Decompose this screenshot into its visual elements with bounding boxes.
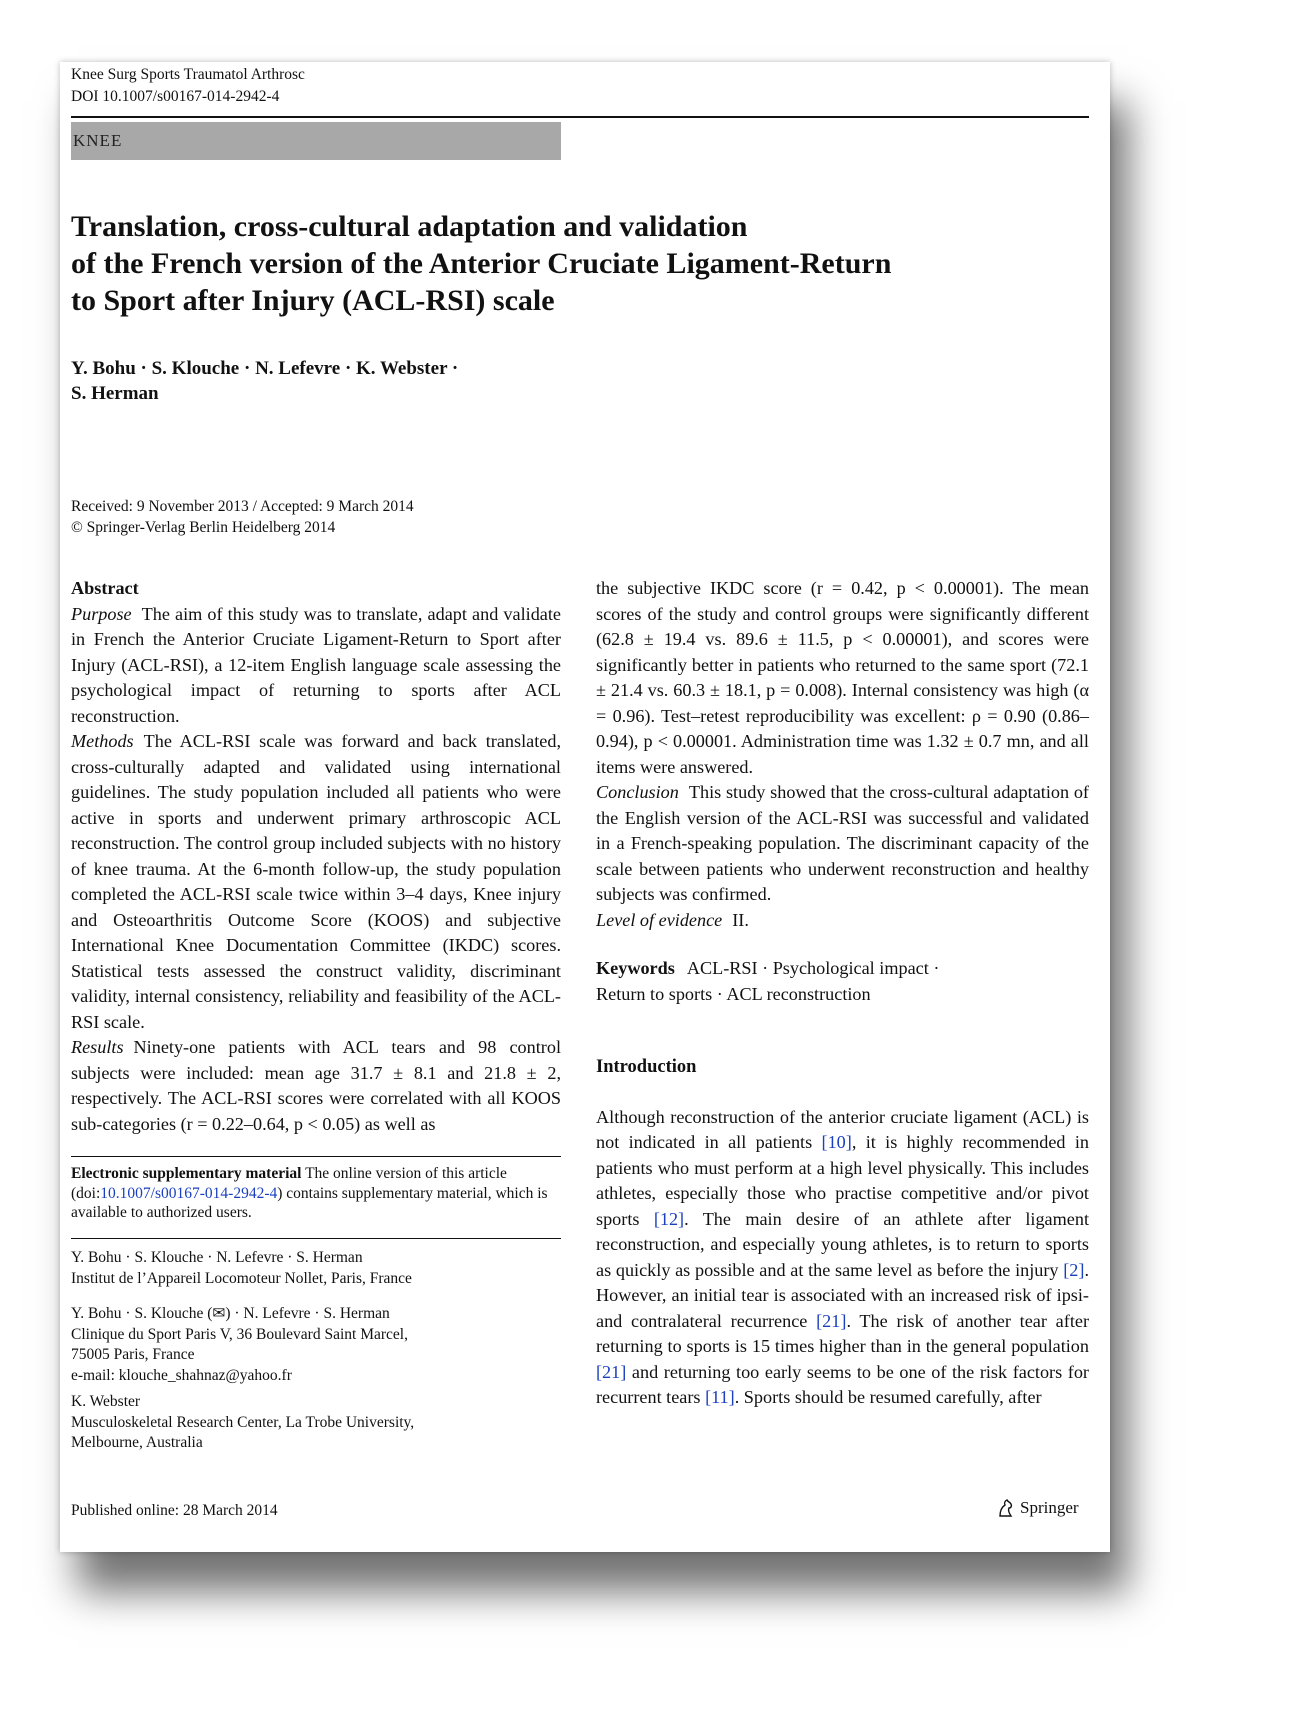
footnote-rule (71, 1156, 561, 1157)
paper-title (71, 208, 1071, 319)
level-of-evidence (596, 908, 1089, 934)
citation-link[interactable]: [11] (705, 1387, 735, 1407)
affiliation-names: K. Webster (71, 1393, 141, 1410)
header-rule (71, 116, 1089, 118)
journal-header (71, 64, 305, 108)
introduction-paragraph (596, 1105, 1089, 1411)
copyright: © Springer-Verlag Berlin Heidelberg 2014 (71, 519, 336, 536)
affiliation-names: Y. Bohu · S. Klouche · N. Lefevre · S. Herman (71, 1249, 363, 1266)
level-label: Level of evidence (596, 909, 723, 930)
supplementary-label: Electronic supplementary material (71, 1165, 302, 1182)
conclusion-text: This study showed that the cross-cultural adaptation of the English version of the ACL-RSI was successful and validated in a French-speaking population. The discriminant capacity of the scale between patients who underwent reconstruction and healthy subjects was confirmed. (596, 782, 1089, 904)
keywords-block (596, 955, 1089, 1007)
purpose-label: Purpose (71, 603, 132, 624)
results-text-left: Ninety-one patients with ACL tears and 98 control subjects were included: mean age 31.7 ± 8.1 and 21.8 ± 2, respectively. The ACL-RSI scores were correlated with all KOOS sub-categories (r = 0.22–0.64, p < 0.05) as well as (71, 1037, 561, 1134)
abstract-results (71, 1035, 561, 1137)
citation-link[interactable]: [12] (653, 1208, 685, 1229)
introduction-heading: Introduction (596, 1057, 697, 1077)
affiliation-line: Musculoskeletal Research Center, La Trobe University, (71, 1413, 415, 1431)
affiliation-block (71, 1248, 561, 1289)
results-text-right: the subjective IKDC score (r = 0.42, p < 0.00001). The mean scores of the study and control groups were significantly different (62.8 ± 19.4 vs. 89.6 ± 11.5, p < 0.00001), and scores were significantly better in patients who returned to the same sport (72.1 ± 21.4 vs. 60.3 ± 18.1, p = 0.008). Internal consistency was high (α = 0.96). Test–retest reproducibility was excellent: ρ = 0.90 (0.86–0.94), p < 0.00001. Administration time was 1.32 ± 0.7 mn, and all items were answered. (596, 578, 1089, 777)
supplementary-note (71, 1164, 561, 1223)
received-accepted: Received: 9 November 2013 / Accepted: 9 March 2014 (71, 498, 414, 515)
affiliation-email: e-mail: klouche_shahnaz@yahoo.fr (71, 1366, 292, 1384)
abstract-conclusion (596, 780, 1089, 908)
keywords-line: Return to sports · ACL reconstruction (596, 984, 871, 1004)
supplementary-doi-link[interactable]: 10.1007/s00167-014-2942-4 (100, 1184, 278, 1202)
affiliation-block (71, 1392, 561, 1454)
purpose-text: The aim of this study was to translate, adapt and validate in French the Anterior Cruciate Ligament-Return to Sport after Injury (ACL-RSI), a 12-item English language scale assessing the psychological impact of returning to sports after ACL reconstruction. (71, 603, 561, 726)
springer-horse-icon (996, 1498, 1016, 1518)
affiliation-line: Clinique du Sport Paris V, 36 Boulevard Saint Marcel, (71, 1325, 408, 1343)
citation-link[interactable]: [21] (596, 1361, 627, 1382)
section-label: KNEE (71, 122, 561, 160)
published-online: Published online: 28 March 2014 (71, 1502, 278, 1519)
methods-text: The ACL-RSI scale was forward and back translated, cross-culturally adapted and validated using international guidelines. The study population included all patients who were active in sports and underwent primary arthroscopic ACL reconstruction. The control group included subjects with no history of knee trauma. At the 6-month follow-up, the study population completed the ACL-RSI scale twice within 3–4 days, Knee injury and Osteoarthritis Outcome Score (KOOS) and subjective International Knee Documentation Committee (IKDC) scores. Statistical tests assessed the construct validity, discriminant validity, internal consistency, reliability and feasibility of the ACL-RSI scale. (71, 731, 561, 1032)
intro-text: . The main desire of an athlete after ligament reconstruction, and especially young athletes, is to return to sports as quickly as possible and at the same level as before the injury (596, 1208, 1089, 1280)
title-line: of the French version of the Anterior Cruciate Ligament-Return (71, 247, 892, 280)
affiliation-line: Melbourne, Australia (71, 1434, 203, 1451)
intro-text: . The risk of another tear after returning to sports is 15 times higher than in the general population (596, 1310, 1089, 1356)
keywords-label: Keywords (596, 958, 675, 978)
intro-text: , it is highly recommended in patients who must perform at a high level physically. This includes athletes, especially those who practise competitive and/or pivot sports (596, 1132, 1089, 1229)
supplementary-text-after: ) contains supplementary material, which is available to authorized users. (71, 1184, 548, 1221)
paper-page (60, 62, 1110, 1552)
publication-dates (71, 496, 671, 538)
authors-line: S. Herman (71, 383, 159, 404)
intro-text: Although reconstruction of the anterior cruciate ligament (ACL) is not indicated in all patients (596, 1106, 1089, 1152)
journal-name: Knee Surg Sports Traumatol Arthrosc (71, 66, 305, 83)
conclusion-label: Conclusion (596, 782, 679, 802)
level-value: II. (732, 909, 749, 930)
supplementary-text-before: The online version of this article (doi: (71, 1165, 507, 1202)
affiliation-line: 75005 Paris, France (71, 1346, 195, 1363)
affiliation-names: Y. Bohu · S. Klouche (✉) · N. Lefevre · S. Herman (71, 1305, 390, 1322)
citation-link[interactable]: [2] (1063, 1259, 1085, 1280)
intro-text: and returning too early seems to be one of the risk factors for recurrent tears (596, 1361, 1089, 1407)
results-label: Results (71, 1037, 124, 1057)
keywords-text: ACL-RSI · Psychological impact · (686, 958, 940, 978)
intro-text: . However, an initial tear is associated with an increased risk of ipsi- and contralateral recurrence (596, 1259, 1089, 1331)
citation-link[interactable]: [10] (821, 1132, 852, 1152)
affiliation-block (71, 1304, 561, 1386)
publisher-name: Springer (1020, 1498, 1079, 1517)
author-list (71, 356, 551, 406)
abstract-heading: Abstract (71, 578, 139, 598)
title-line: to Sport after Injury (ACL-RSI) scale (71, 284, 555, 317)
affiliation-line: Institut de l’Appareil Locomoteur Nollet, Paris, France (71, 1269, 412, 1287)
abstract-purpose (71, 602, 561, 730)
title-line: Translation, cross-cultural adaptation and validation (71, 210, 748, 243)
affiliation-rule (71, 1238, 561, 1239)
abstract-left-column (71, 576, 561, 1137)
citation-link[interactable]: [21] (816, 1310, 847, 1331)
authors-line: Y. Bohu · S. Klouche · N. Lefevre · K. Webster · (71, 358, 459, 379)
methods-label: Methods (71, 731, 134, 751)
abstract-right-column (596, 576, 1089, 1411)
journal-doi: DOI 10.1007/s00167-014-2942-4 (71, 88, 280, 105)
publisher-logo (996, 1498, 1079, 1518)
keywords-line (596, 955, 1089, 981)
intro-text: . Sports should be resumed carefully, after (734, 1387, 1042, 1407)
abstract-methods (71, 729, 561, 1035)
